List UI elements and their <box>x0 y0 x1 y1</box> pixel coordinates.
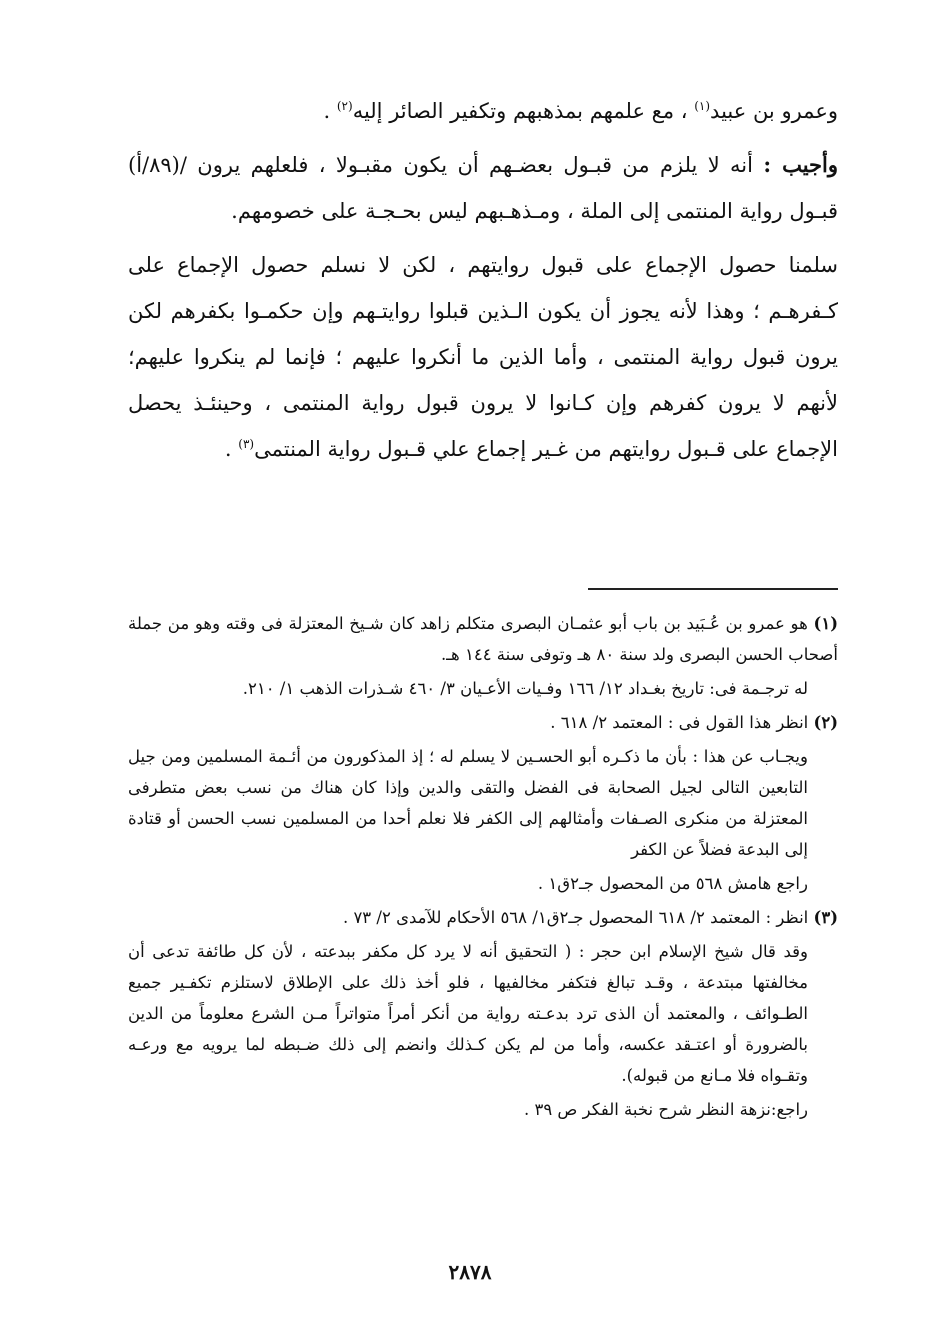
footnote-1-biography: له ترجـمة فى: تاريخ بغـداد ١٢/ ١٦٦ وفـيات الأعـيان ٣/ ٤٦٠ شـذرات الذهب ١/ ٢١٠. <box>242 679 808 698</box>
footnote-ref-2: (٢) <box>336 99 353 113</box>
paragraph-3 <box>128 242 838 472</box>
footnote-3-text: انظر : المعتمد ٢/ ٦١٨ المحصول جـ٢ق١/ ٥٦٨ الأحكام للآمدى ٢/ ٧٣ . <box>342 908 814 927</box>
paragraph-1-text: وعمرو بن عبيد <box>710 99 838 123</box>
footnote-3-number: (٣) <box>813 908 838 927</box>
footnote-2-reply: ويجـاب عن هذا : بأن ما ذكـره أبو الحسـين لا يسلم له ؛ إذ المذكورون من أئـمة المسلمين ومن جيل التابعين التالى لجيل الصحابة فى الفضل والتقى والدين وإذا كان هناك من نسب بعض متطرفى المعتزلة من منكرى الصـفات وأمثالهم إلى الكفر فلا نعلم أحدا من المسلمين نسب الحسن أو قتادة إلى البدعة فضلاً عن الكفر <box>128 747 808 859</box>
main-text <box>128 88 838 472</box>
paragraph-1-rest: ، مع علمهم بمذهبهم وتكفير الصائر إليه <box>352 99 695 123</box>
footnote-separator <box>588 588 838 590</box>
answer-lead: وأجيب : <box>763 152 838 177</box>
paragraph-2 <box>128 142 838 234</box>
footnote-1-text: هو عمرو بن عُـبَيد بن باب أبو عثمـان البصرى متكلم زاهد كان شـيخ المعتزلة فى وقته وهو من جملة أصحاب الحسن البصرى ولد سنة ٨٠ هـ وتوفى سنة ١٤٤ هـ. <box>128 614 838 664</box>
footnote-3 <box>128 902 838 933</box>
footnote-2-reference: راجع هامش ٥٦٨ من المحصول جـ٢ق١ . <box>537 874 808 893</box>
footnote-1-number: (١) <box>813 614 838 633</box>
footnote-2 <box>128 707 838 738</box>
paragraph-3-end: . <box>224 437 239 461</box>
footnote-2-number: (٢) <box>813 713 838 732</box>
footnote-1 <box>128 608 838 670</box>
footnotes <box>128 608 838 1125</box>
paragraph-1-end: . <box>323 99 337 123</box>
paragraph-3-text: سلمنا حصول الإجماع على قبول روايتهم ، لكن لا نسلم حصول الإجماع على كـفرهـم ؛ وهذا لأنه يجوز أن يكون الـذين قبلوا روايتـهم وإن حكمـوا بكفرهم لكن يرون قبول رواية المنتمى ، وأما الذين ما أنكروا عليهم ؛ فإنما لم ينكروا عليهم؛ لأنهم لا يرون كفرهم وإن كـانوا لا يرون قبول رواية المنتمى ، وحينئـذ يحصل الإجماع على قـبول روايتهم من غـير إجماع علي قـبول رواية المنتمى <box>128 253 838 461</box>
footnote-2-text: انظر هذا القول فى : المعتمد ٢/ ٦١٨ . <box>550 713 814 732</box>
footnote-3-reference: راجع:نزهة النظر شرح نخبة الفكر ص ٣٩ . <box>523 1100 808 1119</box>
page-number: ٢٨٧٨ <box>448 1260 492 1284</box>
footnote-ref-3: (٣) <box>238 437 255 451</box>
paragraph-1 <box>128 88 838 134</box>
paragraph-2-text: أنه لا يلزم من قبـول بعضـهم أن يكون مقبـولا ، فلعلهم يرون /(٨٩/أ) قبـول رواية المنتمى إلى الملة ، ومـذهـبهم ليس بحـجـة على خصومهم. <box>128 153 838 223</box>
footnote-3-quote: وقد قال شيخ الإسلام ابن حجر : ( التحقيق أنه لا يرد كل مكفر ببدعته ، لأن كل طائفة تدعى أن مخالفتها مبتدعة ، وقـد تبالغ فتكفر مخالفيها ، فلو أخذ ذلك على الإطلاق لاستلزم تكفـير جميع الطـوائف ، والمعتمد أن الذى ترد بدعـته رواية من أنكر أمراً متواتراً مـن الشرع معلوماً من الدين بالضرورة أو اعتـقد عكسه، وأما من لم يكن كـذلك وانضم إلى ذلك ضـبطه لما يرويه مع ورعـه وتقـواه فلا مـانع من قبوله). <box>128 942 808 1085</box>
footnote-ref-1: (١) <box>694 99 711 113</box>
